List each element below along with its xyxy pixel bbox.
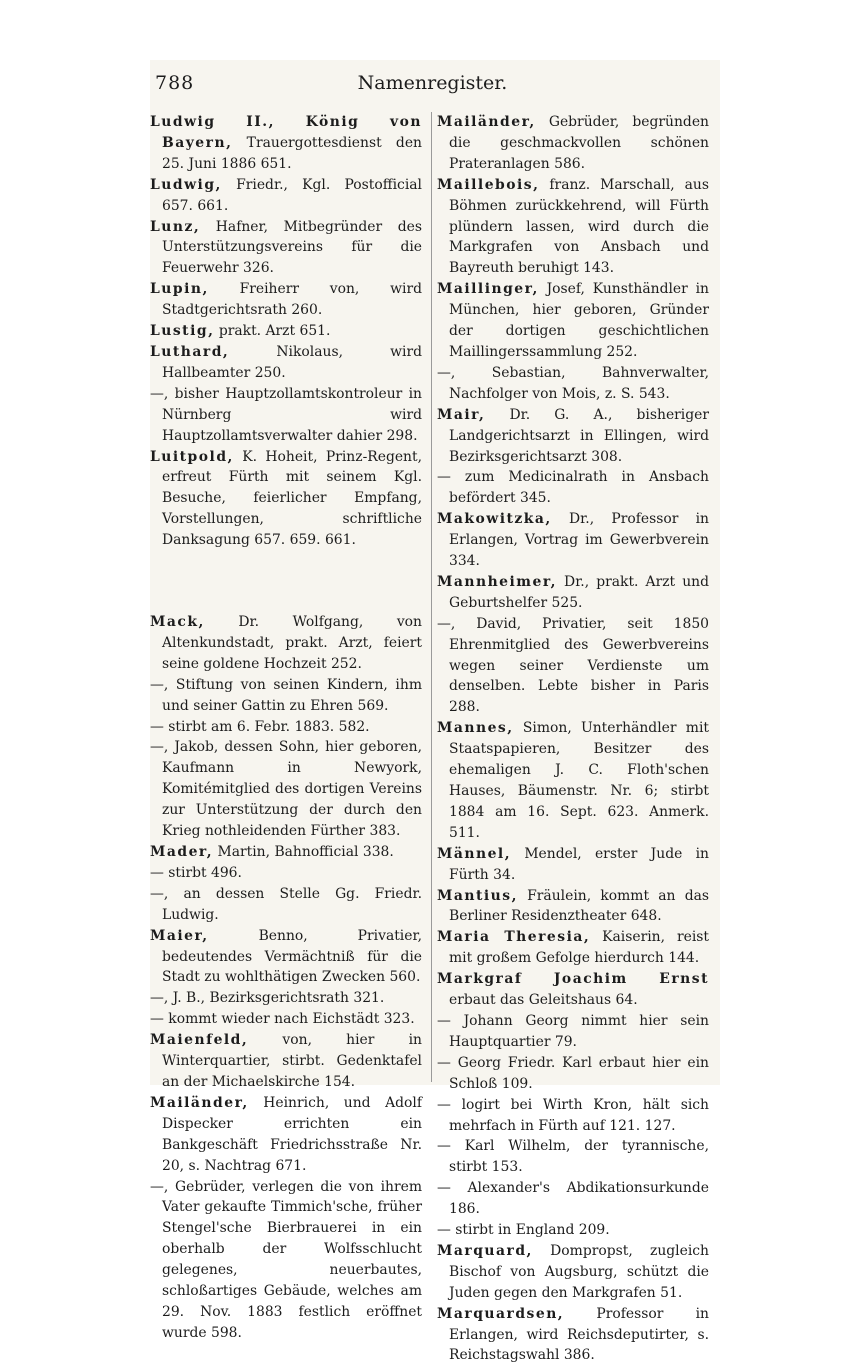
- entry-headword: Lunz,: [150, 218, 201, 235]
- entry-text: Mendel, erster Jude in Fürth 34.: [449, 845, 709, 883]
- entry-text: —, David, Privatier, seit 1850 Ehrenmitglied des Gewerbvereins wegen seiner Verdienste um denselben. Lebte bisher in Paris 288.: [437, 615, 709, 716]
- entry-headword: Luitpold,: [150, 448, 234, 465]
- index-entry: [150, 384, 422, 447]
- entry-text: erbaut das Geleitshaus 64.: [449, 992, 638, 1009]
- entry-headword: Mailänder,: [437, 114, 536, 130]
- entry-headword: Maillebois,: [437, 176, 540, 193]
- index-entry: [437, 844, 709, 886]
- right-column: [437, 112, 709, 1366]
- entry-headword: Maria Theresia,: [437, 929, 591, 946]
- entry-text: Trauergottesdienst den 25. Juni 1886 651.: [162, 134, 422, 172]
- entry-headword: Ludwig II., König von Bayern,: [150, 114, 422, 151]
- index-entry: [437, 1304, 709, 1366]
- entry-text: Benno, Privatier, bedeutendes Vermächtniß für die Stadt zu wohlthätigen Zwecken 560.: [162, 927, 422, 986]
- index-entry: [437, 614, 709, 719]
- entry-text: —, bisher Hauptzollamtskontroleur in Nürnberg wird Hauptzollamtsverwalter dahier 298.: [150, 385, 422, 444]
- entry-text: Kaiserin, reist mit großem Gefolge hierdurch 144.: [449, 929, 709, 967]
- index-entry: [150, 842, 422, 863]
- entry-text: Fräulein, kommt an das Berliner Residenztheater 648.: [449, 887, 709, 925]
- entry-text: Gebrüder, begründen die geschmackvollen schönen Prateranlagen 586.: [449, 114, 709, 172]
- index-entry: [150, 717, 422, 738]
- index-entry: [150, 1009, 422, 1030]
- index-entry: [437, 112, 709, 175]
- entry-text: Dompropst, zugleich Bischof von Augsburg, schützt die Juden gegen den Markgrafen 51.: [449, 1242, 709, 1301]
- index-entry: [437, 363, 709, 405]
- entry-text: Hafner, Mitbegründer des Unterstützungsvereins für die Feuerwehr 326.: [162, 218, 422, 277]
- index-entry: [150, 342, 422, 384]
- entry-headword: Luthard,: [150, 343, 230, 360]
- index-entry: [150, 279, 422, 321]
- index-entry: [150, 1093, 422, 1177]
- entry-text: — zum Medicinalrath in Ansbach befördert 345.: [437, 469, 709, 507]
- entry-headword: Maienfeld,: [150, 1032, 249, 1049]
- entry-headword: Mader,: [150, 844, 214, 860]
- index-entry: [437, 1053, 709, 1095]
- entry-text: Heinrich, und Adolf Dispecker errichten ein Bankgeschäft Friedrichsstraße Nr. 20, s. Nachtrag 671.: [162, 1094, 422, 1174]
- index-entry: [437, 927, 709, 969]
- entry-headword: Markgraf Joachim Ernst: [437, 971, 709, 988]
- index-entry: [437, 509, 709, 572]
- index-entry: [437, 467, 709, 509]
- index-entry: [150, 321, 422, 342]
- entry-text: — kommt wieder nach Eichstädt 323.: [150, 1011, 415, 1028]
- entry-text: Simon, Unterhändler mit Staatspapieren, Besitzer des ehemaligen J. C. Floth'schen Hauses, Bäumenstr. Nr. 6; stirbt 1884 am 16. Sept. 623. Anmerk. 511.: [449, 720, 709, 841]
- page-title: Namenregister.: [357, 72, 508, 94]
- index-entry: [150, 217, 422, 280]
- entry-headword: Makowitzka,: [437, 511, 552, 528]
- entry-text: — stirbt in England 209.: [437, 1222, 610, 1239]
- index-entry: [437, 969, 709, 1011]
- entry-text: von, hier in Winterquartier, stirbt. Gedenktafel an der Michaelskirche 154.: [162, 1032, 422, 1090]
- entry-headword: Mair,: [437, 406, 486, 423]
- index-entry: [150, 1030, 422, 1093]
- index-entry: [150, 988, 422, 1009]
- entry-text: Nikolaus, wird Hallbeamter 250.: [162, 343, 422, 381]
- entry-headword: Mannheimer,: [437, 573, 557, 590]
- page-number: 788: [155, 72, 195, 94]
- entry-text: Friedr., Kgl. Postofficial 657. 661.: [162, 176, 422, 214]
- entry-headword: Maier,: [150, 927, 209, 944]
- index-entry: [150, 447, 422, 552]
- index-entry: [437, 1241, 709, 1304]
- index-entry: [437, 718, 709, 843]
- entry-text: Dr., Professor in Erlangen, Vortrag im Gewerbverein 334.: [449, 511, 709, 570]
- index-entry: [437, 1220, 709, 1241]
- page-header: [155, 68, 710, 104]
- entry-headword: Mantius,: [437, 887, 518, 904]
- index-entry: [437, 1011, 709, 1053]
- index-entry: [150, 863, 422, 884]
- entry-text: —, an dessen Stelle Gg. Friedr. Ludwig.: [150, 885, 422, 923]
- entry-text: — stirbt am 6. Febr. 1883. 582.: [150, 718, 370, 735]
- entry-text: — Alexander's Abdikationsurkunde 186.: [437, 1180, 709, 1218]
- entry-headword: Lustig,: [150, 323, 215, 340]
- entry-text: franz. Marschall, aus Böhmen zurückkehrend, will Fürth plündern lassen, wird durch die Markgrafen von Ansbach und Bayreuth beruhigt 143.: [449, 176, 709, 277]
- index-entry: [437, 1136, 709, 1178]
- entry-text: Dr., prakt. Arzt und Geburtshelfer 525.: [449, 573, 709, 611]
- entry-headword: Ludwig,: [150, 176, 222, 193]
- left-column: [150, 112, 422, 1344]
- entry-text: prakt. Arzt 651.: [214, 323, 331, 340]
- index-entry: [150, 112, 422, 175]
- entry-text: —, Gebrüder, verlegen die von ihrem Vater gekaufte Timmich'sche, früher Stengel'sche Bierbrauerei in ein oberhalb der Wolfsschlucht gelegenes, neuerbautes, schloßartiges Gebäude, welches am 29. Nov. 1883 festlich eröffnet wurde 598.: [150, 1178, 422, 1341]
- index-entry: [437, 175, 709, 280]
- entry-text: Freiherr von, wird Stadtgerichtsrath 260.: [162, 281, 422, 319]
- entry-text: Professor in Erlangen, wird Reichsdeputirter, s. Reichstagswahl 386.: [449, 1305, 709, 1364]
- entry-text: — Johann Georg nimmt hier sein Hauptquartier 79.: [437, 1012, 709, 1050]
- entry-headword: Mailänder,: [150, 1094, 249, 1111]
- entry-text: Dr. G. A., bisheriger Landgerichtsarzt in Ellingen, wird Bezirksgerichtsarzt 308.: [449, 406, 709, 465]
- column-divider: [431, 112, 432, 1082]
- index-entry: [437, 886, 709, 928]
- entry-headword: Männel,: [437, 845, 512, 862]
- entry-text: —, J. B., Bezirksgerichtsrath 321.: [150, 990, 385, 1007]
- entry-text: K. Hoheit, Prinz-Regent, erfreut Fürth mit seinem Kgl. Besuche, feierlicher Empfang, Vorstellungen, schriftliche Danksagung 657. 659. 661.: [162, 448, 422, 549]
- entry-text: —, Stiftung von seinen Kindern, ihm und seiner Gattin zu Ehren 569.: [150, 676, 422, 714]
- index-entry: [150, 675, 422, 717]
- entry-headword: Lupin,: [150, 281, 209, 298]
- entry-headword: Marquardsen,: [437, 1305, 565, 1322]
- index-entry: [437, 405, 709, 468]
- entry-text: — Karl Wilhelm, der tyrannische, stirbt 153.: [437, 1138, 709, 1176]
- entry-text: — Georg Friedr. Karl erbaut hier ein Schloß 109.: [437, 1054, 709, 1092]
- entry-headword: Mannes,: [437, 720, 514, 737]
- entry-text: Dr. Wolfgang, von Altenkundstadt, prakt. Arzt, feiert seine goldene Hochzeit 252.: [162, 614, 422, 672]
- entry-text: Josef, Kunsthändler in München, hier geboren, Gründer der dortigen geschichtlichen Maillingerssammlung 252.: [449, 281, 709, 360]
- entry-text: —, Sebastian, Bahnverwalter, Nachfolger von Mois, z. S. 543.: [437, 364, 709, 402]
- entry-headword: Maillinger,: [437, 281, 539, 298]
- entry-text: —, Jakob, dessen Sohn, hier geboren, Kaufmann in Newyork, Komitémitglied des dortigen Vereins zur Unterstützung der durch den Krieg nothleidenden Fürther 383.: [150, 739, 422, 840]
- entry-text: — stirbt 496.: [150, 864, 242, 881]
- index-entry: [150, 612, 422, 675]
- index-entry: [150, 926, 422, 989]
- entry-headword: Marquard,: [437, 1242, 533, 1259]
- entry-text: — logirt bei Wirth Kron, hält sich mehrfach in Fürth auf 121. 127.: [437, 1096, 709, 1134]
- index-entry: [150, 1177, 422, 1344]
- index-entry: [150, 884, 422, 926]
- index-entry: [437, 1095, 709, 1137]
- index-entry: [437, 572, 709, 614]
- index-entry: [150, 737, 422, 842]
- index-entry: [437, 279, 709, 363]
- index-entry: [150, 175, 422, 217]
- entry-headword: Mack,: [150, 614, 205, 631]
- index-entry: [437, 1178, 709, 1220]
- entry-text: Martin, Bahnofficial 338.: [213, 844, 394, 860]
